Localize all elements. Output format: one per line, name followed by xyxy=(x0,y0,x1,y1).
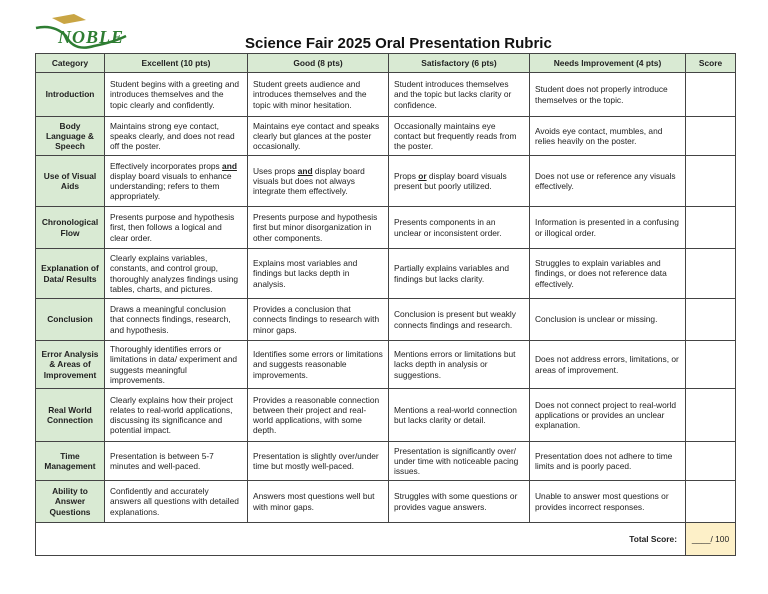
excellent-cell xyxy=(105,207,248,249)
table-row xyxy=(36,73,736,117)
good-cell xyxy=(248,117,389,156)
cell-text: Student begins with a greeting and introduces themselves and the topic clearly and confidently. xyxy=(110,79,239,110)
needs-improvement-cell xyxy=(530,341,686,389)
rubric-table xyxy=(35,53,736,556)
cell-text: display board visuals present but poorly utilized. xyxy=(394,170,507,191)
cell-text: Uses props xyxy=(253,165,298,176)
cell-text: Answers most questions well but with minor gaps. xyxy=(253,491,375,512)
excellent-cell xyxy=(105,73,248,117)
cell-text: Conclusion is present but weakly connects findings and research. xyxy=(394,309,516,330)
table-row xyxy=(36,249,736,299)
column-header-satisfactory: Satisfactory (6 pts) xyxy=(389,54,530,73)
total-score-label: Total Score: xyxy=(36,523,686,556)
cell-text: Provides a conclusion that connects findings to research with minor gaps. xyxy=(253,304,380,335)
cell-text: Presentation is slightly over/under time but mostly well-paced. xyxy=(253,450,379,471)
good-cell xyxy=(248,341,389,389)
needs-improvement-cell xyxy=(530,249,686,299)
cell-text: Props xyxy=(394,170,419,181)
satisfactory-cell xyxy=(389,117,530,156)
cell-text: Unable to answer most questions or provides incorrect responses. xyxy=(535,491,669,512)
cell-text: Draws a meaningful conclusion that connects findings, research, and hypothesis. xyxy=(110,304,231,335)
cell-text: Effectively incorporates props xyxy=(110,160,223,171)
good-cell xyxy=(248,389,389,442)
category-cell: Introduction xyxy=(36,73,105,117)
score-input-cell[interactable] xyxy=(686,299,736,341)
cell-text: Presentation is significantly over/ under time with noticeable pacing issues. xyxy=(394,445,519,477)
cell-text: Provides a reasonable connection between their project and real-world applications, with some depth. xyxy=(253,394,380,436)
cell-text: Explains most variables and findings but lacks depth in analysis. xyxy=(253,258,358,289)
table-row xyxy=(36,117,736,156)
good-cell xyxy=(248,156,389,207)
cell-text: Clearly explains variables, constants, and control group, thoroughly analyzes findings using tables, charts, and pictures. xyxy=(110,253,239,294)
excellent-cell xyxy=(105,481,248,523)
satisfactory-cell xyxy=(389,73,530,117)
score-input-cell[interactable] xyxy=(686,389,736,442)
category-cell: Ability to Answer Questions xyxy=(36,481,105,523)
score-input-cell[interactable] xyxy=(686,481,736,523)
excellent-cell xyxy=(105,117,248,156)
satisfactory-cell xyxy=(389,389,530,442)
satisfactory-cell xyxy=(389,442,530,481)
emphasis-text: and xyxy=(222,160,237,171)
category-cell: Use of Visual Aids xyxy=(36,156,105,207)
excellent-cell xyxy=(105,442,248,481)
cell-text: Maintains strong eye contact, speaks clearly, and does not read off the poster. xyxy=(110,120,235,152)
needs-improvement-cell xyxy=(530,389,686,442)
cell-text: Conclusion is unclear or missing. xyxy=(535,314,658,325)
category-cell: Time Management xyxy=(36,442,105,481)
cell-text: Clearly explains how their project relates to real-world applications, discussing its significance and potential impact. xyxy=(110,394,233,436)
excellent-cell xyxy=(105,341,248,389)
cell-text: Mentions errors or limitations but lacks depth in analysis or suggestions. xyxy=(394,349,516,380)
satisfactory-cell xyxy=(389,249,530,299)
category-cell: Body Language & Speech xyxy=(36,117,105,156)
excellent-cell xyxy=(105,249,248,299)
column-header-category: Category xyxy=(36,54,105,73)
category-cell: Real World Connection xyxy=(36,389,105,442)
cell-text: Presentation does not adhere to time limits and is poorly paced. xyxy=(535,450,673,471)
cell-text: Occasionally maintains eye contact but frequently reads from the poster. xyxy=(394,120,517,152)
good-cell xyxy=(248,481,389,523)
total-score-field[interactable]: ____/ 100 xyxy=(686,523,736,556)
cell-text: Information is presented in a confusing or illogical order. xyxy=(535,217,679,238)
cell-text: Student introduces themselves and the topic but lacks clarity or confidence. xyxy=(394,79,512,110)
cell-text: display board visuals to enhance understanding; refers to them appropriately. xyxy=(110,170,232,202)
satisfactory-cell xyxy=(389,481,530,523)
cell-text: Partially explains variables and findings but lacks clarity. xyxy=(394,263,509,284)
cell-text: Does not address errors, limitations, or areas of improvement. xyxy=(535,354,679,375)
needs-improvement-cell xyxy=(530,73,686,117)
column-header-good: Good (8 pts) xyxy=(248,54,389,73)
page-title: Science Fair 2025 Oral Presentation Rubric xyxy=(245,35,552,52)
good-cell xyxy=(248,73,389,117)
table-row xyxy=(36,207,736,249)
cell-text: Presentation is between 5-7 minutes and well-paced. xyxy=(110,450,214,471)
column-header-needs-improvement: Needs Improvement (4 pts) xyxy=(530,54,686,73)
cell-text: Student does not properly introduce themselves or the topic. xyxy=(535,84,668,105)
table-row xyxy=(36,389,736,442)
category-cell: Error Analysis & Areas of Improvement xyxy=(36,341,105,389)
score-input-cell[interactable] xyxy=(686,117,736,156)
category-cell: Chronological Flow xyxy=(36,207,105,249)
category-cell: Conclusion xyxy=(36,299,105,341)
cell-text: Does not use or reference any visuals effectively. xyxy=(535,170,676,191)
needs-improvement-cell xyxy=(530,481,686,523)
table-row xyxy=(36,299,736,341)
satisfactory-cell xyxy=(389,156,530,207)
score-input-cell[interactable] xyxy=(686,73,736,117)
score-input-cell[interactable] xyxy=(686,156,736,207)
emphasis-text: and xyxy=(297,165,313,176)
satisfactory-cell xyxy=(389,341,530,389)
excellent-cell xyxy=(105,156,248,207)
total-row xyxy=(36,523,736,556)
cell-text: Maintains eye contact and speaks clearly but glances at the poster occasionally. xyxy=(253,120,380,152)
satisfactory-cell xyxy=(389,299,530,341)
table-row xyxy=(36,481,736,523)
good-cell xyxy=(248,299,389,341)
good-cell xyxy=(248,249,389,299)
table-row xyxy=(36,156,736,207)
score-input-cell[interactable] xyxy=(686,249,736,299)
column-header-excellent: Excellent (10 pts) xyxy=(105,54,248,73)
score-input-cell[interactable] xyxy=(686,341,736,389)
cell-text: Struggles to explain variables and findings, or does not reference data effectively. xyxy=(535,258,667,289)
good-cell xyxy=(248,442,389,481)
needs-improvement-cell xyxy=(530,299,686,341)
cell-text: Does not connect project to real-world applications or provides an unclear explanation. xyxy=(535,399,677,431)
logo-text: NOBLE xyxy=(58,27,125,47)
cell-text: Identifies some errors or limitations and suggests reasonable improvements. xyxy=(253,349,383,380)
cell-text: display board visuals but does not always integrate them effectively. xyxy=(253,165,365,197)
score-input-cell[interactable] xyxy=(686,442,736,481)
good-cell xyxy=(248,207,389,249)
cell-text: Thoroughly identifies errors or limitations in data/ experiment and suggests meaningful improvements. xyxy=(110,344,238,385)
excellent-cell xyxy=(105,389,248,442)
needs-improvement-cell xyxy=(530,207,686,249)
cell-text: Presents components in an unclear or inconsistent order. xyxy=(394,217,502,238)
score-input-cell[interactable] xyxy=(686,207,736,249)
cell-text: Struggles with some questions or provides vague answers. xyxy=(394,491,518,512)
cell-text: Confidently and accurately answers all questions with detailed explanations. xyxy=(110,486,239,517)
cell-text: Mentions a real-world connection but lacks clarity or detail. xyxy=(394,404,517,425)
header-row xyxy=(36,54,736,73)
cell-text: Student greets audience and introduces themselves and the topic with minor hesitation. xyxy=(253,79,367,110)
column-header-score: Score xyxy=(686,54,736,73)
needs-improvement-cell xyxy=(530,442,686,481)
table-row xyxy=(36,442,736,481)
satisfactory-cell xyxy=(389,207,530,249)
table-row xyxy=(36,341,736,389)
needs-improvement-cell xyxy=(530,156,686,207)
cell-text: Avoids eye contact, mumbles, and relies heavily on the poster. xyxy=(535,125,663,146)
needs-improvement-cell xyxy=(530,117,686,156)
category-cell: Explanation of Data/ Results xyxy=(36,249,105,299)
cell-text: Presents purpose and hypothesis first, then follows a logical and clear order. xyxy=(110,212,235,243)
emphasis-text: or xyxy=(418,170,427,181)
cell-text: Presents purpose and hypothesis first but minor disorganization in other components. xyxy=(253,212,378,243)
excellent-cell xyxy=(105,299,248,341)
